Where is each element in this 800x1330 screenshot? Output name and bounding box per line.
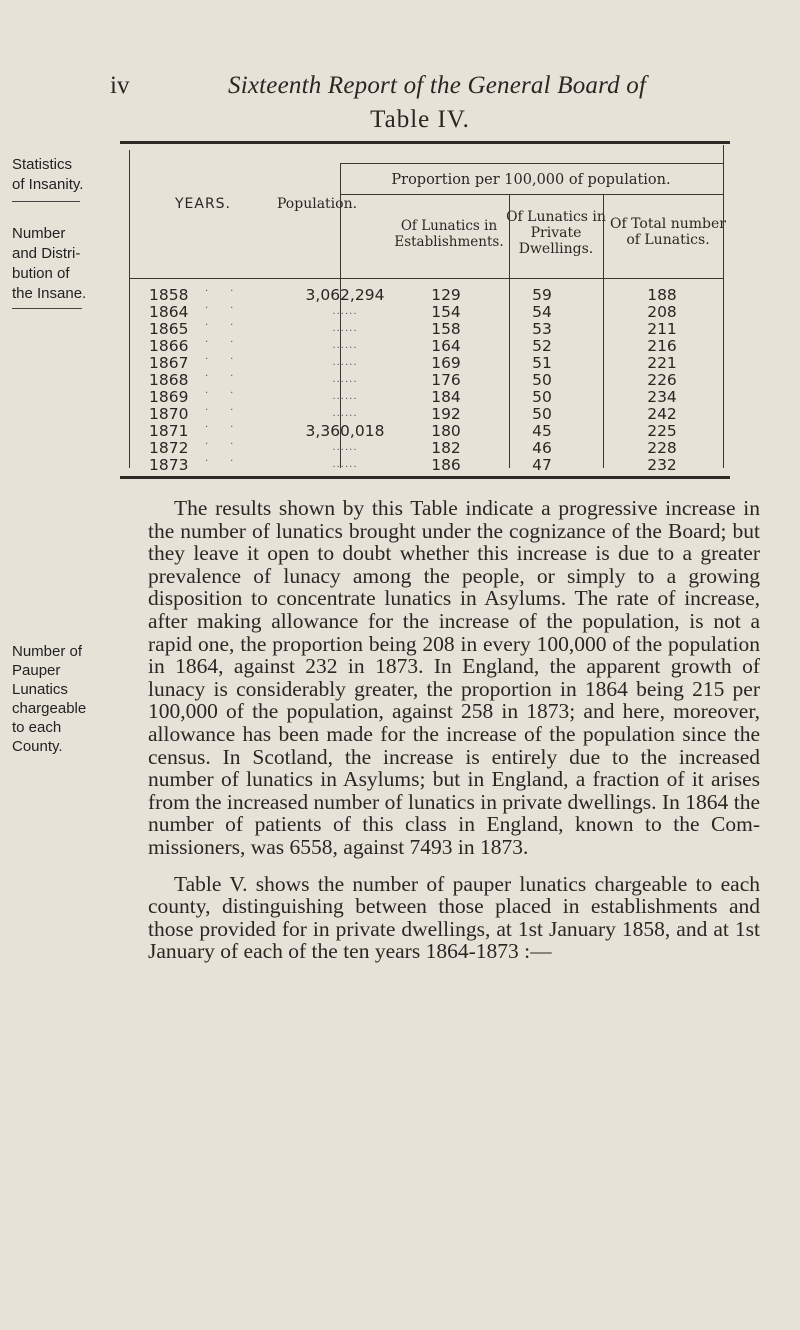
- table-rule: [340, 163, 723, 164]
- cell-private: 45: [532, 422, 552, 440]
- cell-establishments: 169: [431, 354, 461, 372]
- cell-total: 188: [647, 286, 677, 304]
- table-row: [130, 439, 722, 456]
- leader-dots: ··: [205, 354, 256, 365]
- margin-divider: [12, 308, 82, 309]
- col-header-total: Of Total number of Lunatics.: [610, 216, 726, 248]
- cell-establishments: 180: [431, 422, 461, 440]
- cell-private: 51: [532, 354, 552, 372]
- table-row: [130, 388, 722, 405]
- cell-population: ......: [332, 442, 358, 453]
- table-rule: [340, 194, 723, 195]
- leader-dots: ··: [205, 303, 256, 314]
- table-row: [130, 405, 722, 422]
- cell-private: 52: [532, 337, 552, 355]
- cell-population: ......: [332, 374, 358, 385]
- cell-population: ......: [332, 408, 358, 419]
- cell-private: 50: [532, 371, 552, 389]
- cell-population: ......: [332, 459, 358, 470]
- paragraph-text: The results shown by this Table indicate a progressive increase in the number of lunatics brought under the cognizance of the Board; but they leave it open to doubt whether this increase is due to a greater prevalence of lunacy among the people, or simply to a growing disposition to concentrate lunatics in Asylums. The rate of increase, after making allowance for the increase of the population, is not a rapid one, the proportion being 208 in every 100,000 of the population in 1864, against 232 in 1873. In England, the apparent growth of lunacy is considerably greater, the proportion in 1864 being 215 per 100,000 of the population, against 258 in 1873; and here, moreover, allowance has been made for the increase of the population since the census. In Scotland, the increase is entirely due to the increased number of lunatics in Asylums; but in England, a fraction of it arises from the increased number of lunatics in private dwellings. In 1864 the number of patients of this class in England, known to the Com-missioners, was 6558, against 7493 in 1873.: [148, 496, 760, 859]
- cell-establishments: 192: [431, 405, 461, 423]
- cell-year: 1866: [149, 337, 189, 355]
- table-row: [130, 371, 722, 388]
- margin-note-statistics: [12, 155, 83, 206]
- cell-private: 53: [532, 320, 552, 338]
- paragraph: [148, 873, 760, 963]
- margin-note-line: of Insanity.: [12, 176, 84, 193]
- cell-establishments: 184: [431, 388, 461, 406]
- running-header: [110, 72, 750, 102]
- margin-note-line: the Insane.: [12, 285, 87, 302]
- table-rule: [130, 278, 723, 279]
- table-row: [130, 354, 722, 371]
- cell-total: 225: [647, 422, 677, 440]
- paragraph: [148, 497, 760, 859]
- cell-establishments: 158: [431, 320, 461, 338]
- cell-population: 3,360,018: [305, 422, 385, 440]
- table-caption: Table IV.: [370, 106, 470, 133]
- leader-dots: ··: [205, 388, 256, 399]
- margin-note-pauper: [12, 642, 86, 756]
- margin-note-line: Lunatics: [12, 681, 68, 698]
- table-row: [130, 303, 722, 320]
- cell-year: 1864: [149, 303, 189, 321]
- cell-establishments: 154: [431, 303, 461, 321]
- table-row: [130, 337, 722, 354]
- leader-dots: ··: [205, 439, 256, 450]
- cell-establishments: 176: [431, 371, 461, 389]
- cell-private: 54: [532, 303, 552, 321]
- cell-year: 1872: [149, 439, 189, 457]
- cell-total: 232: [647, 456, 677, 474]
- margin-note-line: Statistics: [12, 156, 73, 173]
- cell-establishments: 182: [431, 439, 461, 457]
- cell-total: 221: [647, 354, 677, 372]
- table-row: [130, 320, 722, 337]
- cell-establishments: 164: [431, 337, 461, 355]
- cell-population: ......: [332, 391, 358, 402]
- margin-note-line: Number: [12, 225, 66, 242]
- table-spanning-header: Proportion per 100,000 of population.: [391, 172, 671, 188]
- cell-population: ......: [332, 306, 358, 317]
- cell-population: ......: [332, 357, 358, 368]
- page-number: iv: [110, 72, 130, 99]
- body-text: [148, 497, 760, 963]
- cell-total: 211: [647, 320, 677, 338]
- cell-private: 47: [532, 456, 552, 474]
- margin-note-line: Number of: [12, 643, 83, 660]
- cell-establishments: 129: [431, 286, 461, 304]
- cell-total: 234: [647, 388, 677, 406]
- cell-total: 216: [647, 337, 677, 355]
- leader-dots: ··: [205, 320, 256, 331]
- col-header-establishments: Of Lunatics in Establishments.: [394, 218, 504, 250]
- cell-private: 50: [532, 405, 552, 423]
- cell-population: 3,062,294: [305, 286, 385, 304]
- cell-year: 1867: [149, 354, 189, 372]
- margin-note-line: chargeable: [12, 700, 87, 717]
- paragraph-text: Table V. shows the number of pauper lunatics chargeable to each county, distinguishing between those placed in establishments and those provided for in private dwellings, at 1st January 1858, and at 1st January of each of the ten years 1864-1873 :—: [148, 871, 760, 964]
- cell-establishments: 186: [431, 456, 461, 474]
- leader-dots: ··: [205, 422, 256, 433]
- cell-population: ......: [332, 340, 358, 351]
- cell-population: ......: [332, 323, 358, 334]
- cell-year: 1873: [149, 456, 189, 474]
- running-title: Sixteenth Report of the General Board of: [228, 72, 647, 99]
- cell-year: 1865: [149, 320, 189, 338]
- cell-private: 50: [532, 388, 552, 406]
- cell-year: 1869: [149, 388, 189, 406]
- margin-note-line: Pauper: [12, 662, 61, 679]
- margin-divider: [12, 201, 80, 202]
- cell-year: 1868: [149, 371, 189, 389]
- margin-note-line: bution of: [12, 265, 70, 282]
- leader-dots: ··: [205, 371, 256, 382]
- margin-note-line: and Distri-: [12, 245, 81, 262]
- col-header-private: Of Lunatics in Private Dwellings.: [506, 209, 606, 257]
- cell-total: 208: [647, 303, 677, 321]
- table-row: [130, 422, 722, 439]
- table-row: [130, 286, 722, 303]
- margin-note-line: to each: [12, 719, 62, 736]
- cell-year: 1858: [149, 286, 189, 304]
- leader-dots: ··: [205, 286, 256, 297]
- cell-total: 228: [647, 439, 677, 457]
- table-rule: [723, 145, 724, 468]
- cell-private: 46: [532, 439, 552, 457]
- leader-dots: ··: [205, 456, 256, 467]
- col-header-years: YEARS.: [174, 196, 232, 212]
- cell-private: 59: [532, 286, 552, 304]
- margin-note-line: County.: [12, 738, 63, 755]
- cell-total: 242: [647, 405, 677, 423]
- table-row: [130, 456, 722, 473]
- col-header-population: Population.: [276, 196, 358, 212]
- cell-year: 1871: [149, 422, 189, 440]
- margin-note-distribution: [12, 224, 86, 309]
- cell-year: 1870: [149, 405, 189, 423]
- leader-dots: ··: [205, 405, 256, 416]
- cell-total: 226: [647, 371, 677, 389]
- leader-dots: ··: [205, 337, 256, 348]
